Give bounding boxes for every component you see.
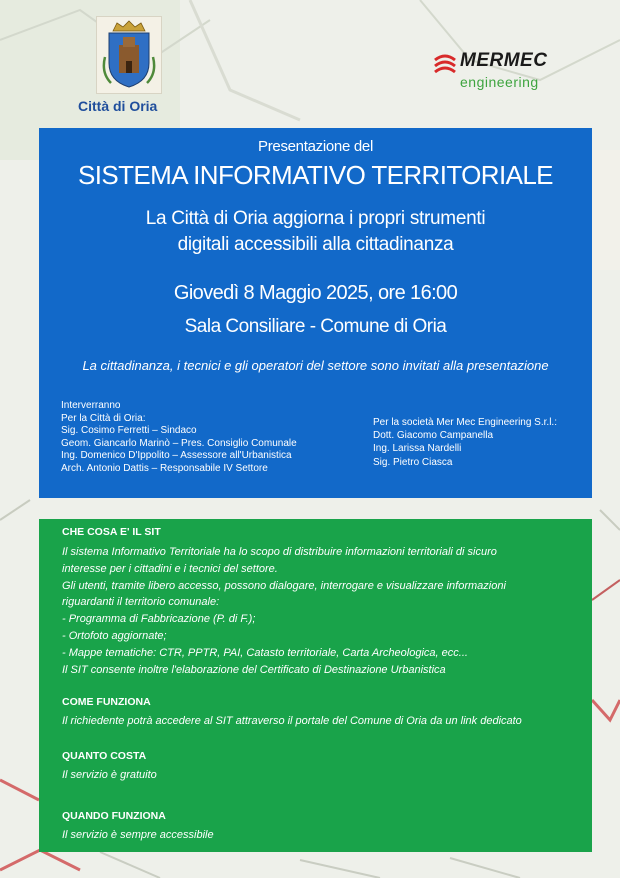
event-date: Giovedì 8 Maggio 2025, ore 16:00 [173, 282, 458, 304]
when-heading: QUANDO FUNZIONA [62, 810, 166, 822]
speaker-line: Sig. Cosimo Ferretti – Sindaco [61, 425, 197, 437]
speaker-line: Interverranno [61, 400, 121, 411]
when-text: Il servizio è sempre accessibile [62, 829, 214, 841]
event-subtitle-line: La Città di Oria aggiorna i propri strumenti [145, 208, 486, 229]
logo-tagline: engineering [460, 74, 539, 90]
city-crest [96, 16, 162, 94]
what-line: - Ortofoto aggiornate; [62, 629, 167, 642]
what-line: riguardanti il territorio comunale: [62, 596, 220, 609]
event-subtitle [39, 206, 592, 258]
speakers-company [373, 416, 557, 469]
what-line: - Mappe tematiche: CTR, PPTR, PAI, Catasto territoriale, Carta Archeologica, ecc... [62, 646, 468, 659]
event-venue: Sala Consiliare - Comune di Oria [184, 316, 447, 337]
event-invite: La cittadinanza, i tecnici e gli operatori del settore sono invitati alla presentazione [82, 358, 549, 373]
speaker-line: Arch. Antonio Dattis – Responsabile IV Settore [61, 462, 268, 474]
event-title: SISTEMA INFORMATIVO TERRITORIALE [78, 160, 553, 190]
speaker-line: Ing. Domenico D'Ippolito – Assessore all'Urbanistica [61, 450, 292, 462]
cost-heading: QUANTO COSTA [62, 750, 147, 762]
what-line: interesse per i cittadini e i tecnici del settore. [62, 562, 278, 575]
speaker-line: Geom. Giancarlo Marinò – Pres. Consiglio Comunale [61, 437, 297, 449]
mermec-logo-icon [432, 52, 458, 78]
event-panel [39, 128, 592, 498]
how-text: Il richiedente potrà accedere al SIT attraverso il portale del Comune di Oria da un link dedicato [62, 715, 522, 727]
city-name: Città di Oria [78, 98, 158, 114]
mermec-logo [432, 50, 562, 96]
event-subtitle-line: digitali accessibili alla cittadinanza [177, 234, 454, 255]
speaker-line: Per la società Mer Mec Engineering S.r.l.: [373, 417, 557, 428]
speakers-city [61, 400, 297, 476]
what-line: Il sistema Informativo Territoriale ha lo scopo di distribuire informazioni territoriali di sicuro [62, 546, 497, 558]
event-pretitle: Presentazione del [258, 138, 373, 155]
logo-wordmark: MERMEC [460, 50, 548, 71]
speaker-line: Ing. Larissa Nardelli [373, 443, 462, 455]
what-heading: CHE COSA E' IL SIT [62, 526, 161, 538]
what-text [62, 544, 506, 678]
speaker-line: Per la Città di Oria: [61, 412, 146, 424]
speaker-line: Dott. Giacomo Campanella [373, 430, 494, 442]
info-panel [39, 519, 592, 852]
cost-text: Il servizio è gratuito [62, 769, 157, 781]
how-heading: COME FUNZIONA [62, 696, 151, 708]
what-line: Il SIT consente inoltre l'elaborazione del Certificato di Destinazione Urbanistica [62, 663, 446, 676]
speaker-line: Sig. Pietro Ciasca [373, 456, 453, 468]
what-line: Gli utenti, tramite libero accesso, possono dialogare, interrogare e visualizzare informazioni [62, 579, 506, 592]
what-line: - Programma di Fabbricazione (P. di F.); [62, 613, 256, 626]
